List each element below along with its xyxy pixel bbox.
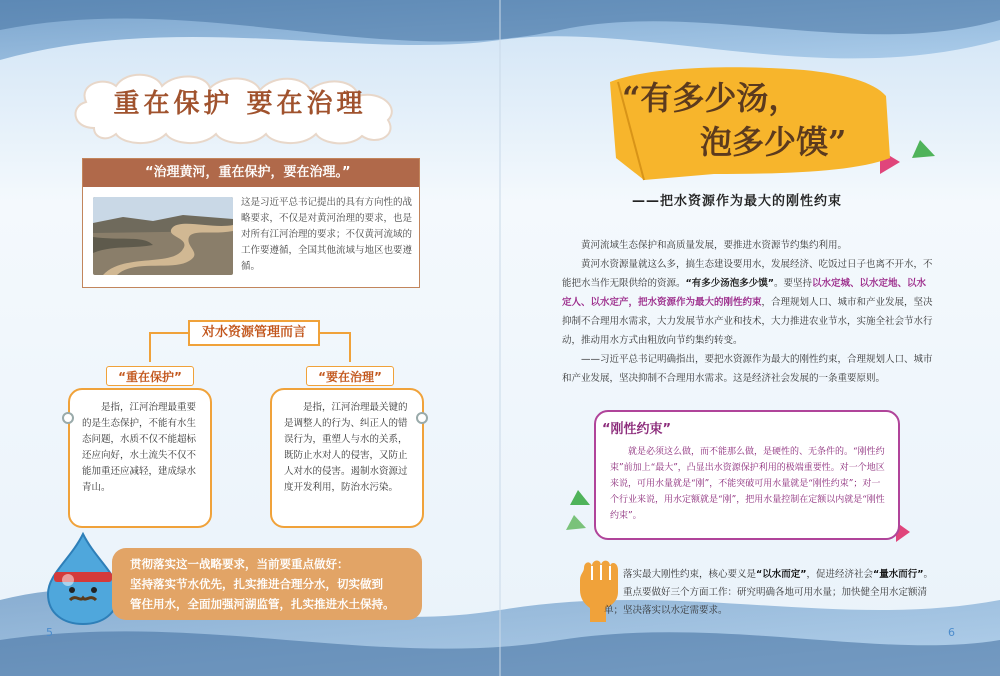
core-highlight-1: “以水而定” xyxy=(756,569,807,580)
action-line: 坚持落实节水优先，扎实推进合理分水，切实做到 xyxy=(130,577,383,591)
governance-text: 是指，江河治理最关键的是调整人的行为、纠正人的错误行为，重塑人与水的关系，既防止水对人的侵害，又防止人对水的侵害。遏制水资源过度开发利用，防治水污染。 xyxy=(284,402,408,493)
paragraph-2 xyxy=(562,255,934,350)
core-text-c: 。 xyxy=(923,569,934,580)
quote-heading: “治理黄河，重在保护，要在治理。” xyxy=(83,159,419,187)
core-text-a: 落实最大刚性约束，核心要义是 xyxy=(623,569,757,580)
paragraph-2-highlight-2: 以水定城、以水定地、以水定人、以水定产，把水资源作为最大的刚性约束 xyxy=(562,278,927,308)
action-box xyxy=(112,548,422,620)
paragraph-3: ——习近平总书记明确指出，要把水资源作为最大的刚性约束，合理规划人口、城市和产业发展，坚决抑制不合理用水需求。这是经济社会发展的一条重要原则。 xyxy=(562,354,933,384)
management-title: 对水资源管理而言 xyxy=(188,320,320,346)
paragraph-2-text-c: ，合理规划人口、城市和产业发展，坚决抑制不合理用水需求，大力发展节水产业和技术，大力推进农业节水，实施全社会节水行动，推动用水方式由粗放向节约集约转变。 xyxy=(562,297,933,346)
protection-text: 是指，江河治理最重要的是生态保护，不能有水生态问题，水质不仅不能超标还应向好，水土流失不仅不能加重还应减轻，建成绿水青山。 xyxy=(82,402,197,493)
rigid-text: 就是必须这么做，而不能那么做，是硬性的、无条件的。“刚性约束”前加上“最大”，凸显出水资源保护利用的极端重要性。对一个地区来说，可用水量就是“刚”，不能突破可用水量就是“刚性约束”；对一个行业来说，用水定额就是“刚”，把用水量控制在定额以内就是“刚性约束”。 xyxy=(610,447,885,521)
quote-box xyxy=(82,158,420,288)
paragraph-2-text-b: 。要坚持 xyxy=(774,278,813,289)
rigid-label: “刚性约束” xyxy=(602,422,672,437)
core-paragraph-1 xyxy=(604,566,934,584)
action-line: 管住用水，全面加强河湖监管，扎实推进水土保持。 xyxy=(130,597,395,611)
protection-panel xyxy=(68,388,212,528)
binder-clip-icon xyxy=(416,412,428,424)
protection-label: “重在保护” xyxy=(106,366,194,386)
governance-label: “要在治理” xyxy=(306,366,394,386)
page-title: 重在保护 要在治理 xyxy=(113,89,367,119)
banner-line-1: “有多少汤， xyxy=(622,79,801,117)
quote-text: 这是习近平总书记提出的具有方向性的战略要求，不仅是对黄河治理的要求，也是对所有江河治理的要求；不仅黄河流域的工作要遵循，全国其他流域与地区也要遵循。 xyxy=(241,197,413,272)
paragraph-2-text-a: 黄河水资源量就这么多，搞生态建设要用水，发展经济、吃饭过日子也离不开水，不能把水当作无限供给的资源。 xyxy=(562,259,933,289)
paragraph-1: 黄河流域生态保护和高质量发展，要推进水资源节约集约利用。 xyxy=(581,240,848,251)
core-text-b: ，促进经济社会 xyxy=(806,569,874,580)
governance-panel xyxy=(270,388,424,528)
banner-line-2: 泡多少馍” xyxy=(700,123,847,161)
core-highlight-2: “量水而行” xyxy=(873,569,924,580)
binder-clip-icon xyxy=(62,412,74,424)
paragraph-2-highlight-1: “有多少汤泡多少馍” xyxy=(685,278,775,289)
core-requirements-text xyxy=(604,566,934,620)
rigid-constraint-box xyxy=(594,410,900,540)
action-line: 贯彻落实这一战略要求，当前要重点做好： xyxy=(130,557,349,571)
page-number-right: 6 xyxy=(948,626,955,639)
page-number-left: 5 xyxy=(46,626,53,639)
yellow-river-photo xyxy=(93,197,233,275)
subtitle: ——把水资源作为最大的刚性约束 xyxy=(632,194,843,209)
right-body-text xyxy=(562,236,934,388)
core-paragraph-2: 重点要做好三个方面工作：研究明确各地可用水量；加快健全用水定额清单；坚决落实以水定需要求。 xyxy=(604,587,928,616)
